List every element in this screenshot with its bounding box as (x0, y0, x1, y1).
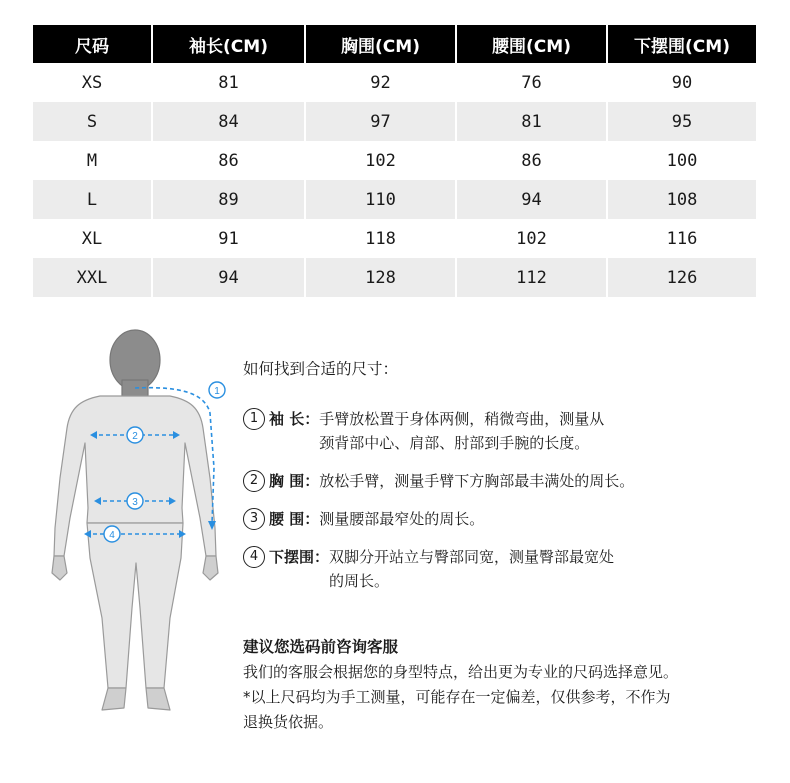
step-text: 手臂放松置于身体两侧，稍微弯曲，测量从 颈背部中心、肩部、肘部到手腕的长度。 (319, 410, 605, 452)
step-hem (243, 545, 773, 593)
table-row (33, 63, 756, 102)
marker-3 (127, 493, 143, 509)
step-text: 放松手臂，测量手臂下方胸部最丰满处的周长。 (319, 472, 635, 490)
table-row (33, 219, 756, 258)
table-cell: 108 (607, 180, 756, 219)
marker-4 (104, 526, 120, 542)
advice-section (243, 635, 783, 735)
table-cell: XXL (33, 258, 152, 297)
table-cell: 91 (152, 219, 305, 258)
table-cell: 86 (456, 141, 607, 180)
table-row (33, 141, 756, 180)
step-number: 3 (243, 508, 265, 530)
table-cell: 102 (305, 141, 456, 180)
table-cell: 89 (152, 180, 305, 219)
step-text: 双脚分开站立与臀部同宽，测量臀部最宽处 的周长。 (329, 548, 615, 590)
step-name: 腰 围： (269, 510, 320, 528)
table-cell: 116 (666, 228, 698, 249)
svg-text:2: 2 (132, 431, 138, 442)
step-name: 胸 围： (269, 472, 320, 490)
svg-text:3: 3 (132, 497, 138, 508)
disclaimer-text: *以上尺码均为手工测量，可能存在一定偏差，仅供参考，不作为 (243, 688, 671, 706)
step-text: 测量腰部最窄处的周长。 (319, 510, 485, 528)
table-cell: 118 (305, 219, 456, 258)
header-chest: 胸围(CM) (305, 25, 456, 63)
step-name: 下摆围： (269, 548, 330, 566)
table-cell: XS (33, 63, 152, 102)
size-chart-table (33, 25, 756, 297)
disclaimer-text-continued: 退换货依据。 (243, 713, 334, 731)
step-number: 4 (243, 546, 265, 568)
advice-title: 建议您选码前咨询客服 (243, 638, 399, 656)
step-number: 2 (243, 470, 265, 492)
table-cell: 102 (456, 219, 607, 258)
step-chest (243, 469, 773, 493)
table-cell: 112 (456, 258, 607, 297)
table-cell: 76 (456, 63, 607, 102)
header-hem: 下摆围(CM) (607, 25, 756, 63)
table-cell: 126 (607, 258, 756, 297)
step-name: 袖 长： (269, 410, 320, 428)
table-cell: 81 (152, 63, 305, 102)
body-silhouette (52, 330, 218, 710)
table-cell: L (33, 180, 152, 219)
table-cell: 100 (666, 150, 698, 171)
step-number: 1 (243, 408, 265, 430)
header-waist: 腰围(CM) (456, 25, 607, 63)
svg-text:1: 1 (214, 386, 220, 397)
guide-title: 如何找到合适的尺寸： (243, 360, 399, 378)
marker-1 (209, 382, 225, 398)
table-cell: 95 (607, 102, 756, 141)
table-cell: 90 (671, 72, 693, 93)
svg-text:4: 4 (109, 530, 115, 541)
header-size: 尺码 (33, 25, 152, 63)
table-cell: 84 (152, 102, 305, 141)
table-cell: 94 (152, 258, 305, 297)
table-cell: 94 (456, 180, 607, 219)
table-row (33, 258, 756, 297)
step-waist (243, 507, 773, 531)
table-cell: 81 (456, 102, 607, 141)
table-cell: M (33, 141, 152, 180)
measurement-guide (243, 357, 773, 607)
step-sleeve-length (243, 407, 773, 455)
table-header-row (33, 25, 756, 63)
body-measurement-figure (40, 318, 240, 718)
header-sleeve-length: 袖长(CM) (152, 25, 305, 63)
table-cell: 110 (305, 180, 456, 219)
table-cell: 86 (152, 141, 305, 180)
table-cell: 97 (305, 102, 456, 141)
advice-text: 我们的客服会根据您的身型特点，给出更为专业的尺码选择意见。 (243, 663, 679, 681)
table-cell: XL (33, 219, 152, 258)
table-cell: 128 (305, 258, 456, 297)
table-cell: 92 (305, 63, 456, 102)
table-cell: S (33, 102, 152, 141)
marker-2 (127, 427, 143, 443)
table-row (33, 180, 756, 219)
table-row (33, 102, 756, 141)
